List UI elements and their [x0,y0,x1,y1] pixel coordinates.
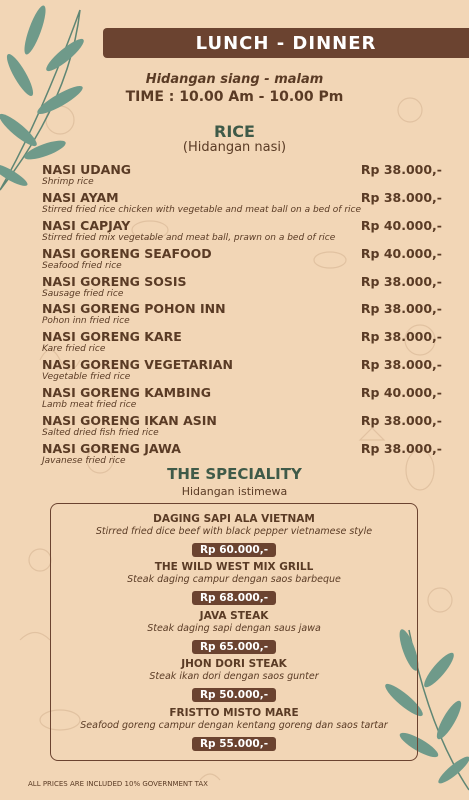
item-name: NASI GORENG IKAN ASIN [42,413,217,429]
item-name: NASI GORENG VEGETARIAN [42,357,233,373]
item-price: Rp 38.000,- [360,273,442,289]
item-desc: Steak daging sapi dengan saus jawa [147,623,321,634]
list-item [51,707,417,751]
speciality-box [50,503,418,761]
item-name: JAVA STEAK [199,610,269,622]
rice-section-title: RICE [214,122,255,141]
item-name: NASI GORENG SEAFOOD [42,245,212,261]
item-price: Rp 38.000,- [360,189,442,205]
price-badge: Rp 60.000,- [192,543,276,557]
list-item [42,357,442,385]
list-item [42,329,442,357]
rice-section-subtitle: (Hidangan nasi) [182,140,287,155]
price-badge: Rp 68.000,- [192,591,276,605]
header-band [103,28,469,58]
item-desc: Stirred fried dice beef with black pepper vietnamese style [95,526,373,537]
item-name: DAGING SAPI ALA VIETNAM [153,513,315,525]
menu-title: LUNCH - DINNER [195,32,377,54]
list-item [42,218,442,246]
list-item [51,658,417,702]
item-name: NASI AYAM [42,189,119,205]
item-desc: Pohon inn fried rice [42,316,130,327]
item-name: NASI GORENG SOSIS [42,273,187,289]
list-item [42,413,442,441]
item-name: NASI GORENG JAWA [42,440,181,456]
item-desc: Steak ikan dori dengan saos gunter [149,671,319,682]
item-name: NASI CAPJAY [42,217,131,233]
item-price: Rp 38.000,- [360,301,442,317]
price-badge: Rp 55.000,- [192,737,276,751]
item-desc: Stirred fried rice chicken with vegetable and meat ball on a bed of rice [42,204,362,215]
list-item [51,561,417,605]
item-name: THE WILD WEST MIX GRILL [154,561,314,573]
item-desc: Kare fried rice [42,344,106,355]
item-desc: Stirred fried mix vegetable and meat ball, prawn on a bed of rice [42,232,336,243]
item-desc: Vegetable fried rice [42,372,131,383]
price-badge: Rp 65.000,- [192,640,276,654]
list-item [42,246,442,274]
list-item [42,190,442,218]
list-item [42,274,442,302]
item-desc: Shrimp rice [42,177,94,187]
list-item [42,385,442,413]
item-price: Rp 38.000,- [360,413,442,429]
list-item [51,513,417,557]
item-price: Rp 40.000,- [360,245,442,261]
item-name: NASI UDANG [42,162,132,177]
item-price: Rp 40.000,- [360,385,442,401]
item-name: FRISTTO MISTO MARE [169,707,299,719]
item-price: Rp 40.000,- [360,217,442,233]
item-desc: Sausage fried rice [42,288,124,299]
item-desc: Salted dried fish fried rice [42,428,159,439]
item-name: NASI GORENG KARE [42,329,182,345]
item-name: NASI GORENG KAMBING [42,385,211,401]
speciality-section-title: THE SPECIALITY [167,465,302,483]
speciality-section-subtitle: Hidangan istimewa [181,485,288,498]
item-price: Rp 38.000,- [360,440,442,456]
list-item [51,610,417,654]
item-price: Rp 38.000,- [360,357,442,373]
item-price: Rp 38.000,- [360,162,442,177]
hours-time: TIME : 10.00 Am - 10.00 Pm [125,89,344,105]
price-badge: Rp 50.000,- [192,688,276,702]
list-item [42,301,442,329]
item-desc: Javanese fried rice [42,455,126,466]
item-name: JHON DORI STEAK [181,658,287,670]
item-desc: Steak daging campur dengan saos barbeque [127,574,341,585]
item-name: NASI GORENG POHON INN [42,301,226,317]
hours-subtitle: Hidangan siang - malam [145,72,324,87]
list-item [42,162,442,190]
item-desc: Seafood fried rice [42,260,122,271]
rice-menu-list [42,162,442,469]
item-price: Rp 38.000,- [360,329,442,345]
item-desc: Lamb meat fried rice [42,400,137,411]
tax-footnote: ALL PRICES ARE INCLUDED 10% GOVERNMENT TAX [28,780,208,788]
item-desc: Seafood goreng campur dengan kentang goreng dan saos tartar [80,720,388,731]
